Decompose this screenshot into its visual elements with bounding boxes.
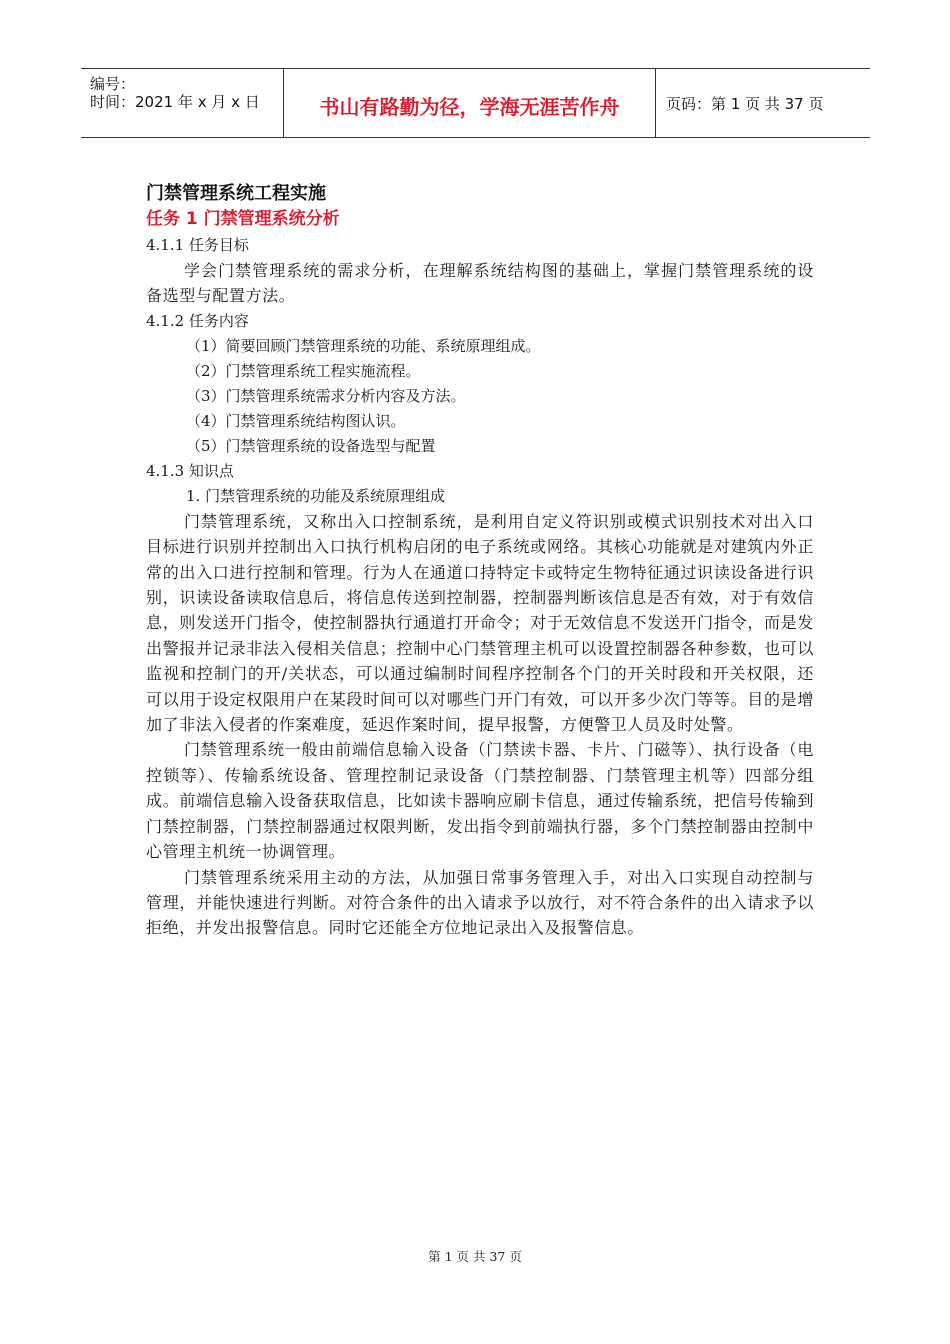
document-title: 门禁管理系统工程实施 (146, 183, 326, 204)
list-item: （1）简要回顾门禁管理系统的功能、系统原理组成。 (186, 336, 541, 355)
list-item: （3）门禁管理系统需求分析内容及方法。 (186, 386, 466, 405)
paragraph-method: 门禁管理系统采用主动的方法，从加强日常事务管理入手，对出入口实现自动控制与管理，并能快速进行判断。对符合条件的出入请求予以放行，对不符合条件的出入请求予以拒绝，并发出报警信息。同时它还能全方位地记录出入及报警信息。 (146, 867, 814, 938)
paragraph-goal: 学会门禁管理系统的需求分析，在理解系统结构图的基础上，掌握门禁管理系统的设备选型与配置方法。 (146, 261, 814, 306)
section-heading-content: 4.1.2 任务内容 (146, 311, 249, 330)
header-page-info: 页码：第 1 页 共 37 页 (666, 95, 824, 113)
header-motto-cell (284, 69, 656, 137)
section-heading-goal: 4.1.1 任务目标 (146, 236, 249, 254)
list-item: （5）门禁管理系统的设备选型与配置 (186, 436, 436, 455)
header-meta-cell (81, 69, 284, 137)
list-item: （2）门禁管理系统工程实施流程。 (186, 361, 421, 380)
list-item: （4）门禁管理系统结构图认识。 (186, 411, 406, 430)
header-motto: 书山有路勤为径，学海无涯苦作舟 (319, 95, 620, 119)
document-time-label: 时间：2021 年 x 月 x 日 (90, 93, 260, 111)
document-number-label: 编号： (90, 75, 136, 93)
section-heading-knowledge: 4.1.3 知识点 (146, 461, 234, 480)
paragraph-function: 门禁管理系统，又称出入口控制系统，是利用自定义符识别或模式识别技术对出入口目标进行识别并控制出入口执行机构启闭的电子系统或网络。其核心功能就是对建筑内外正常的出入口进行控制和管理。行为人在通道口持特定卡或特定生物特征通过识读设备进行识别，识读设备读取信息后，将信息传送到控制器，控制器判断该信息是否有效，对于有效信息，则发送开门指令，使控制器执行通道打开命令；对于无效信息不发送开门指令，而是发出警报并记录非法入侵相关信息；控制中心门禁管理主机可以设置控制器各种参数，也可以监视和控制门的开/关状态，可以通过编制时间程序控制各个门的开关时段和开关权限，还可以用于设定权限用户在某段时间可以对哪些门开门有效，可以开多少次门等等。目的是增加了非法入侵者的作案难度，延迟作案时间，提早报警，方便警卫人员及时处警。 (146, 511, 814, 735)
knowledge-point-heading: 1. 门禁管理系统的功能及系统原理组成 (186, 486, 446, 505)
task-heading: 任务 1 门禁管理系统分析 (146, 209, 340, 229)
page-footer: 第 1 页 共 37 页 (428, 1249, 522, 1264)
document-header (81, 68, 870, 138)
paragraph-composition: 门禁管理系统一般由前端信息输入设备（门禁读卡器、卡片、门磁等）、执行设备（电控锁等）、传输系统设备、管理控制记录设备（门禁控制器、门禁管理主机等）四部分组成。前端信息输入设备获取信息，比如读卡器响应刷卡信息，通过传输系统，把信号传输到门禁控制器，门禁控制器通过权限判断，发出指令到前端执行器，多个门禁控制器由控制中心管理主机统一协调管理。 (146, 740, 814, 862)
header-page-cell (656, 69, 870, 137)
document-body (146, 180, 814, 941)
